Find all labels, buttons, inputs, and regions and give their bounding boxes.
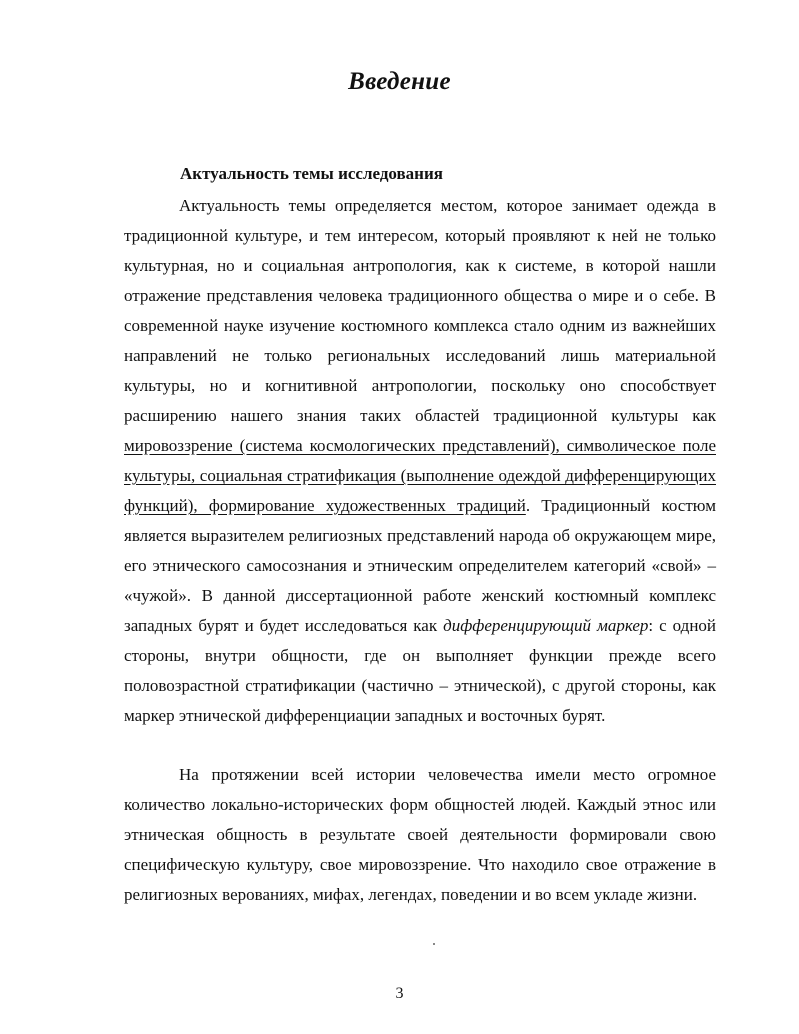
page-number: 3 (395, 985, 404, 1002)
section-heading: Актуальность темы исследования (180, 164, 443, 183)
paragraph-relevance (124, 191, 716, 731)
scan-speck (433, 943, 435, 945)
paragraph-end-text: : с одной стороны, внутри общности, где он выполняет функции прежде всего половозрастной стратификации (частично – этнической), с другой стороны, как маркер этнической дифференциации западных и восточных бурят. (124, 616, 717, 725)
italic-term: дифференцирующий маркер (443, 616, 649, 635)
paragraph-intro-text: Актуальность темы определяется местом, которое занимает одежда в традиционной культуре, и тем интересом, который проявляют к ней не только культурная, но и социальная антропология, как к системе, в которой нашли отражение представления человека традиционного общества о мире и о себе. В современной науке изучение костюмного комплекса стало одним из важнейших направлений не только региональных исследований лишь материальной культуры, но и когнитивной антропологии, поскольку оно способствует расширению нашего знания таких областей традиционной культуры как (124, 196, 716, 425)
underlined-phrase: мировоззрение (система космологических представлений), символическое поле культуры, социальная стратификация (выполнение одеждой дифференцирующих функций), формирование художественных традиций (124, 436, 716, 515)
page-title: Введение (348, 68, 451, 95)
paragraph-history: На протяжении всей истории человечества имели место огромное количество локально-исторических форм общностей людей. Каждый этнос или этническая общность в результате своей деятельности формировали свою специфическую культуру, свое мировоззрение. Что находило свое отражение в религиозных верованиях, мифах, легендах, поведении и во всем укладе жизни. (124, 765, 716, 904)
paragraph-middle-text: . Традиционный костюм является выразителем религиозных представлений народа об окружающем мире, его этнического самосознания и этническим определителем категорий «свой» – «чужой». В данной диссертационной работе женский костюмный комплекс западных бурят и будет исследоваться как (124, 496, 717, 635)
